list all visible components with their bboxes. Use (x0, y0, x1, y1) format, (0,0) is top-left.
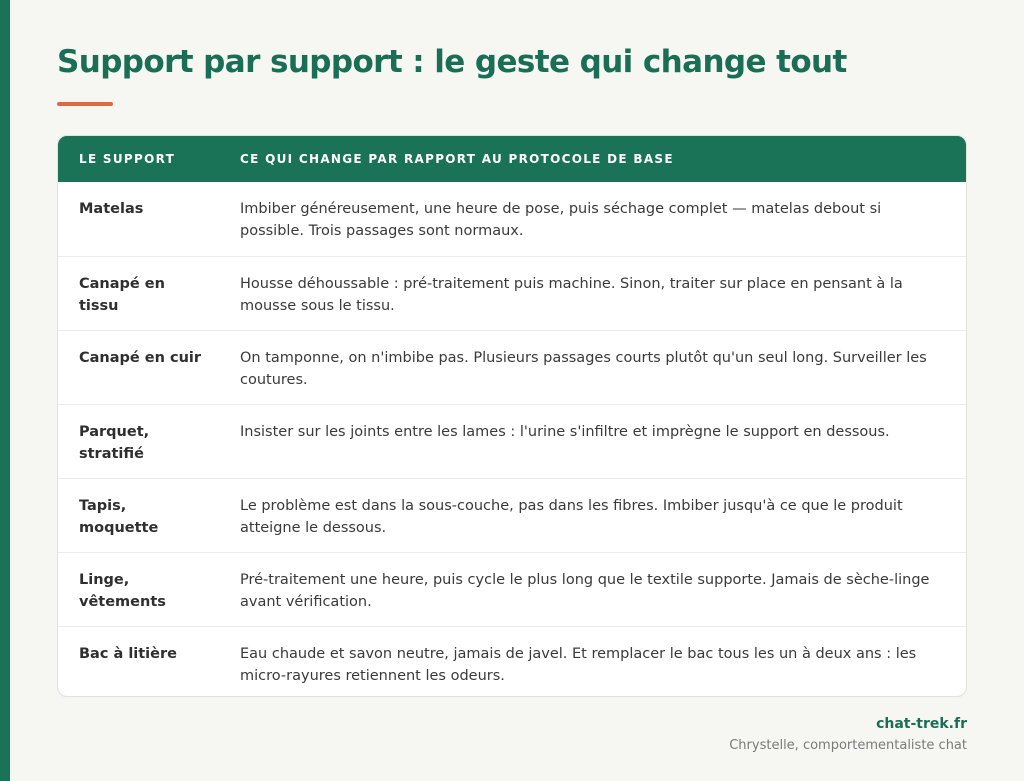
cell-support: Canapé en tissu (79, 276, 165, 314)
cell-change: Eau chaude et savon neutre, jamais de javel. Et remplacer le bac tous les un à deux ans : les micro-rayures retiennent les odeurs. (240, 646, 917, 684)
table-body (58, 182, 966, 697)
cell-change: Insister sur les joints entre les lames : l'urine s'infiltre et imprègne le support en dessous. (240, 424, 890, 440)
cell-support: Matelas (79, 201, 144, 217)
footer-author: Chrystelle, comportementaliste chat (729, 738, 967, 753)
cell-support: Linge, vêtements (79, 572, 166, 610)
header-support: LE SUPPORT (79, 152, 176, 166)
title-underline (57, 102, 113, 106)
cell-change: Imbiber généreusement, une heure de pose, puis séchage complet — matelas debout si possible. Trois passages sont normaux. (240, 201, 882, 239)
left-accent-bar (0, 0, 10, 781)
table-row (58, 330, 966, 404)
table-row (58, 256, 966, 330)
table-row (58, 478, 966, 552)
table-row (58, 182, 966, 256)
table-row (58, 626, 966, 697)
cell-support: Tapis, moquette (79, 498, 159, 536)
table-row (58, 552, 966, 626)
cell-change: Le problème est dans la sous-couche, pas dans les fibres. Imbiber jusqu'à ce que le produit atteigne le dessous. (240, 498, 903, 536)
footer-site: chat-trek.fr (876, 716, 967, 732)
cell-change: On tamponne, on n'imbibe pas. Plusieurs passages courts plutôt qu'un seul long. Surveiller les coutures. (240, 350, 927, 388)
cell-support: Parquet, stratifié (79, 424, 150, 462)
cell-change: Pré-traitement une heure, puis cycle le plus long que le textile supporte. Jamais de sèche-linge avant vérification. (240, 572, 930, 610)
cell-support: Canapé en cuir (79, 350, 202, 366)
table-row (58, 404, 966, 478)
cell-support: Bac à litière (79, 646, 177, 662)
cell-change: Housse déhoussable : pré-traitement puis machine. Sinon, traiter sur place en pensant à la mousse sous le tissu. (240, 276, 903, 314)
table-header (58, 136, 966, 182)
header-change: CE QUI CHANGE PAR RAPPORT AU PROTOCOLE DE BASE (240, 152, 674, 166)
page-title: Support par support : le geste qui change tout (57, 44, 847, 80)
support-table (57, 135, 967, 697)
